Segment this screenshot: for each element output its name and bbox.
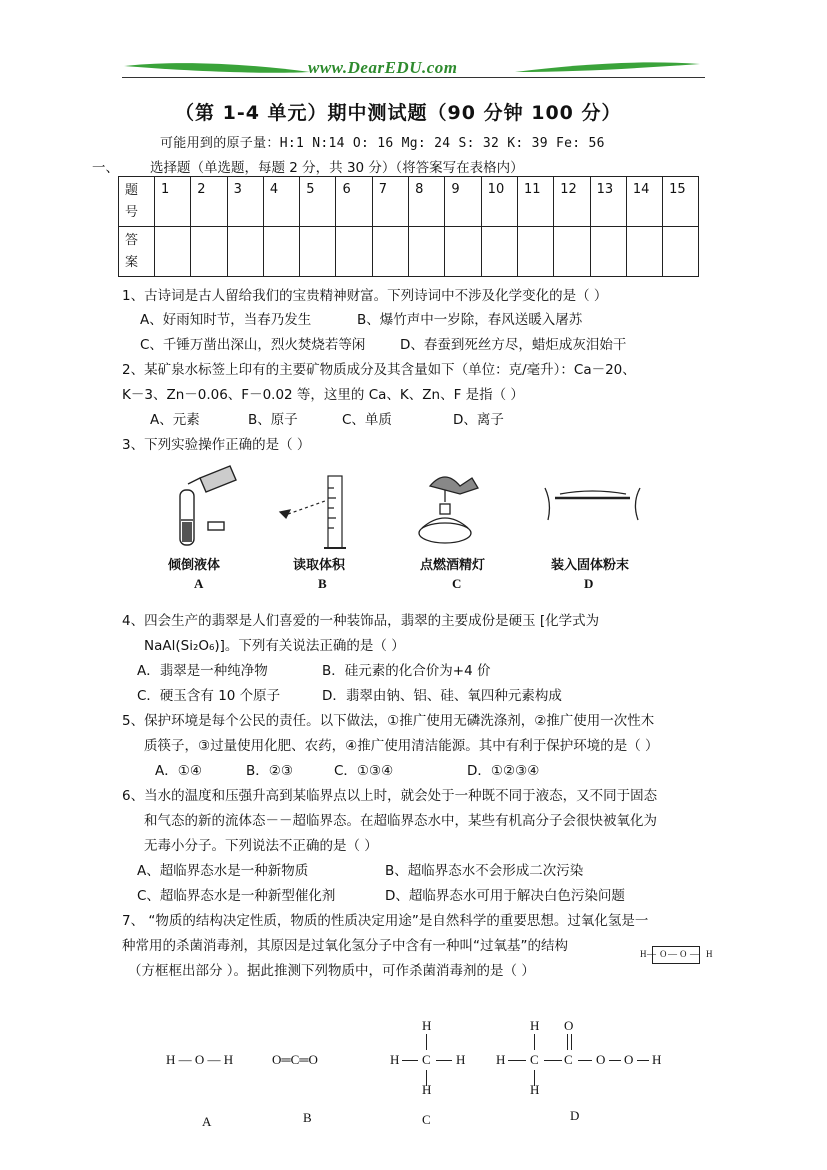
table-cell: 10 (481, 177, 517, 227)
table-header-cell: 题号 (119, 177, 155, 227)
atom-label: C (422, 1052, 431, 1067)
q1-option-d: D、春蚕到死丝方尽，蜡炬成灰泪始干 (400, 337, 627, 353)
q1-option-c: C、千锤万凿出深山，烈火焚烧若等闲 (140, 337, 366, 353)
atom-label: C (564, 1052, 573, 1067)
q6-option-d: D、超临界态水可用于解决白色污染问题 (385, 888, 625, 904)
q4-option-c: C．硬玉含有 10 个原子 (137, 688, 281, 704)
atom-label: O (564, 1018, 574, 1033)
table-row (119, 177, 699, 227)
atom-label: C (530, 1052, 539, 1067)
q3-stem: 3、下列实验操作正确的是（ ） (122, 437, 311, 453)
q4-option-b: B．硅元素的化合价为+4 价 (322, 663, 491, 679)
table-cell: 5 (300, 177, 336, 227)
q2-option-c: C、单质 (342, 412, 392, 428)
q5-option-c: C．①③④ (334, 763, 394, 779)
q4-stem-line2: NaAl(Si₂O₆)]。下列有关说法正确的是（ ） (144, 638, 405, 654)
q6-stem-line2: 和气态的新的流体态－－超临界态。在超临界态水中，某些有机高分子会很快被氧化为 (144, 813, 657, 829)
atom-label: H (496, 1052, 506, 1067)
table-cell: 1 (155, 177, 191, 227)
atom-label: H (652, 1052, 662, 1067)
q1-option-a: A、好雨知时节，当春乃发生 (140, 312, 312, 328)
table-cell: 6 (336, 177, 372, 227)
fig-letter-a: A (194, 576, 204, 591)
fig-label-d: 装入固体粉末 (551, 558, 630, 573)
table-cell: 15 (663, 177, 699, 227)
molecule-letter-a: A (202, 1114, 212, 1129)
q4-option-a: A．翡翠是一种纯净物 (137, 663, 268, 679)
answer-cell[interactable] (155, 227, 191, 277)
loading-powder-icon (545, 488, 640, 520)
molecule-letter-d: D (570, 1108, 580, 1123)
q5-stem-line1: 5、保护环境是每个公民的责任。以下做法，①推广使用无磷洗涤剂，②推广使用一次性木 (122, 713, 655, 729)
page-title: （第 1-4 单元）期中测试题（90 分钟 100 分） (175, 102, 622, 124)
atom-label: O (660, 949, 667, 959)
table-cell: 7 (372, 177, 408, 227)
q7-stem-line3: （方框框出部分 ）。据此推测下列物质中，可作杀菌消毒剂的是（ ） (128, 963, 535, 979)
table-cell: 12 (554, 177, 590, 227)
atom-label: H (390, 1052, 400, 1067)
atomic-masses: 可能用到的原子量：H:1 N:14 O: 16 Mg: 24 S: 32 K: 39 Fe: 56 (160, 136, 605, 151)
q6-option-c: C、超临界态水是一种新型催化剂 (137, 888, 336, 904)
atom-label: H (456, 1052, 466, 1067)
answer-cell[interactable] (554, 227, 590, 277)
fig-label-b: 读取体积 (293, 558, 346, 573)
q4-stem-line1: 4、四会生产的翡翠是人们喜爱的一种装饰品，翡翠的主要成份是硬玉 [化学式为 (122, 613, 600, 629)
atom-label: O (680, 949, 687, 959)
atom-label: H (223, 1052, 234, 1067)
table-row (119, 227, 699, 277)
fig-letter-c: C (452, 576, 462, 591)
table-cell: 2 (191, 177, 227, 227)
answer-cell[interactable] (227, 227, 263, 277)
q5-option-b: B．②③ (246, 763, 293, 779)
answer-cell[interactable] (481, 227, 517, 277)
atom-label: H (166, 1052, 176, 1067)
q6-stem-line3: 无毒小分子。下列说法不正确的是（ ） (144, 838, 378, 854)
molecule-letter-b: B (303, 1110, 312, 1125)
graduated-cylinder-icon (280, 476, 346, 548)
molecule-letter-c: C (422, 1112, 431, 1127)
table-cell: 13 (590, 177, 626, 227)
atom-label: H (706, 949, 713, 959)
atom-label: H (640, 949, 647, 959)
table-header-cell: 答案 (119, 227, 155, 277)
answer-cell[interactable] (191, 227, 227, 277)
answer-cell[interactable] (445, 227, 481, 277)
molecule-a: H — O — H (166, 1052, 234, 1067)
q6-stem-line1: 6、当水的温度和压强升高到某临界点以上时，就会处于一种既不同于液态，又不同于固态 (122, 788, 658, 804)
fig-label-a: 倾倒液体 (168, 558, 221, 573)
q5-stem-line2: 质筷子，③过量使用化肥、农药，④推广使用清洁能源。其中有利于保护环境的是（ ） (144, 738, 659, 754)
table-cell: 14 (626, 177, 662, 227)
table-cell: 11 (517, 177, 553, 227)
answer-cell[interactable] (409, 227, 445, 277)
table-cell: 9 (445, 177, 481, 227)
answer-cell[interactable] (626, 227, 662, 277)
lab-operations-figure (160, 458, 660, 558)
answer-cell[interactable] (300, 227, 336, 277)
table-cell: 4 (263, 177, 299, 227)
q4-option-d: D．翡翠由钠、铝、硅、氧四种元素构成 (322, 688, 562, 704)
q2-option-a: A、元素 (150, 412, 200, 428)
table-cell: 3 (227, 177, 263, 227)
q6-option-a: A、超临界态水是一种新物质 (137, 863, 309, 879)
answer-cell[interactable] (663, 227, 699, 277)
header-rule (122, 77, 705, 78)
q7-stem-line2: 种常用的杀菌消毒剂，其原因是过氧化氢分子中含有一种叫“过氧基”的结构 (122, 938, 568, 954)
peroxy-structure: H — O — O — H (638, 946, 718, 964)
q7-stem-line1: 7、 “物质的结构决定性质，物质的性质决定用途”是自然科学的重要思想。过氧化氢是一 (122, 913, 649, 929)
answer-cell[interactable] (263, 227, 299, 277)
q1-option-b: B、爆竹声中一岁除，春风送暖入屠苏 (357, 312, 583, 328)
molecule-d (494, 1018, 669, 1098)
atom-label: H (530, 1018, 540, 1033)
q2-option-b: B、原子 (248, 412, 298, 428)
table-cell: 8 (409, 177, 445, 227)
section-title: 选择题（单选题，每题 2 分，共 30 分）（将答案写在表格内） (150, 160, 524, 176)
molecule-b: O═C═O (272, 1052, 318, 1067)
answer-cell[interactable] (336, 227, 372, 277)
q1-stem: 1、古诗词是古人留给我们的宝贵精神财富。下列诗词中不涉及化学变化的是（ ） (122, 288, 608, 304)
atom-label: O (194, 1052, 205, 1067)
molecule-c (388, 1018, 468, 1098)
site-logo (120, 52, 705, 84)
q5-option-d: D．①②③④ (467, 763, 540, 779)
atom-label: O (308, 1052, 318, 1067)
q2-stem-line1: 2、某矿泉水标签上印有的主要矿物质成分及其含量如下（单位：克/毫升）：Ca－20、 (122, 362, 636, 378)
site-logo-text: www.DearEDU.com (308, 58, 458, 77)
answer-cell[interactable] (372, 227, 408, 277)
section-heading (92, 156, 524, 176)
atom-label: O (624, 1052, 634, 1067)
q2-stem-line2: K－3、Zn－0.06、F－0.02 等，这里的 Ca、K、Zn、F 是指（ ） (122, 387, 524, 403)
q5-option-a: A．①④ (155, 763, 202, 779)
answer-cell[interactable] (517, 227, 553, 277)
atom-label: H (530, 1082, 540, 1097)
pouring-liquid-icon (180, 466, 236, 545)
atom-label: O (272, 1052, 282, 1067)
atom-label: O (596, 1052, 606, 1067)
section-number: 一、 (92, 160, 119, 176)
answer-table (118, 176, 699, 277)
atom-label: H (422, 1082, 432, 1097)
answer-cell[interactable] (590, 227, 626, 277)
alcohol-lamp-icon (419, 477, 478, 543)
fig-label-c: 点燃酒精灯 (420, 558, 486, 573)
atom-label: C (290, 1052, 300, 1067)
fig-letter-d: D (584, 576, 594, 591)
q2-option-d: D、离子 (453, 412, 504, 428)
fig-letter-b: B (318, 576, 327, 591)
q6-option-b: B、超临界态水不会形成二次污染 (385, 863, 584, 879)
atom-label: H (422, 1018, 432, 1033)
